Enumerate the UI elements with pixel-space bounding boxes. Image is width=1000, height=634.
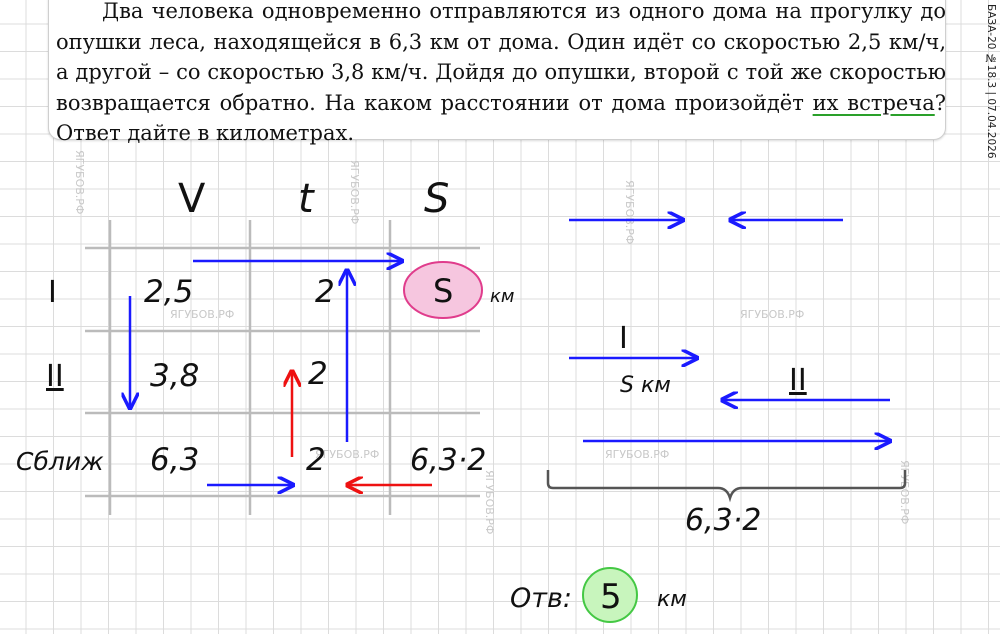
distance-brace: [548, 470, 905, 498]
row-label-1: I: [48, 275, 57, 310]
diagram-label-first: I: [619, 321, 628, 356]
cell-v-1: 2,5: [144, 274, 194, 310]
diagram-total-distance: 6,3·2: [685, 503, 762, 538]
watermark-7: ЯГУБОВ.РФ: [623, 180, 636, 245]
watermark-1: ЯГУБОВ.РФ: [170, 308, 235, 321]
table-headers: [178, 176, 449, 222]
header-t: t: [298, 176, 314, 222]
watermark-4: ЯГУБОВ.РФ: [740, 308, 805, 321]
side-stamp: БАЗА-20 №18.3 | 07.04.2026: [985, 4, 997, 159]
diagram-label-first-distance: S км: [620, 373, 671, 398]
problem-text-after: ? Ответ дайте в километрах.: [56, 90, 946, 145]
problem-highlight: их встреча: [812, 90, 935, 115]
motion-diagram: [548, 220, 905, 498]
answer-prefix: Отв:: [510, 583, 572, 614]
cell-v-2: 3,8: [150, 358, 200, 394]
watermark-5: ЯГУБОВ.РФ: [73, 150, 86, 215]
diagram-label-second: II: [789, 363, 807, 398]
row-label-2: II: [46, 359, 64, 394]
watermark-9: ЯГУБОВ.РФ: [898, 460, 911, 525]
answer-unit: км: [657, 587, 687, 612]
cell-s-1: S: [433, 272, 454, 310]
cell-s-3: 6,3·2: [410, 443, 487, 478]
header-v: V: [178, 176, 206, 222]
watermark-3: ЯГУБОВ.РФ: [605, 448, 670, 461]
cell-t-1: 2: [315, 274, 335, 310]
answer-value: 5: [600, 577, 622, 617]
cell-s-1-unit: км: [490, 286, 515, 307]
watermark-6: ЯГУБОВ.РФ: [348, 160, 361, 225]
header-s: S: [424, 176, 450, 222]
watermark-2: ЯГУБОВ.РФ: [315, 448, 380, 461]
cell-t-2: 2: [308, 356, 328, 392]
watermark-8: ЯГУБОВ.РФ: [483, 470, 496, 535]
problem-text-before: Два человека одновременно отправляются из одного дома на прогулку до опушки леса, находящейся в 6,3 км от дома. Один идёт со скоростью 2,5 км/ч, а другой – со скоростью 3,8 км/ч. Дойдя до опушки, второй с той же скоростью возвращается обратно. На каком расстоянии от дома произойдёт: [56, 0, 946, 115]
cell-t-3: 2: [306, 442, 326, 478]
row-label-3: Сближ: [16, 447, 104, 476]
cell-v-3: 6,3: [150, 442, 200, 478]
